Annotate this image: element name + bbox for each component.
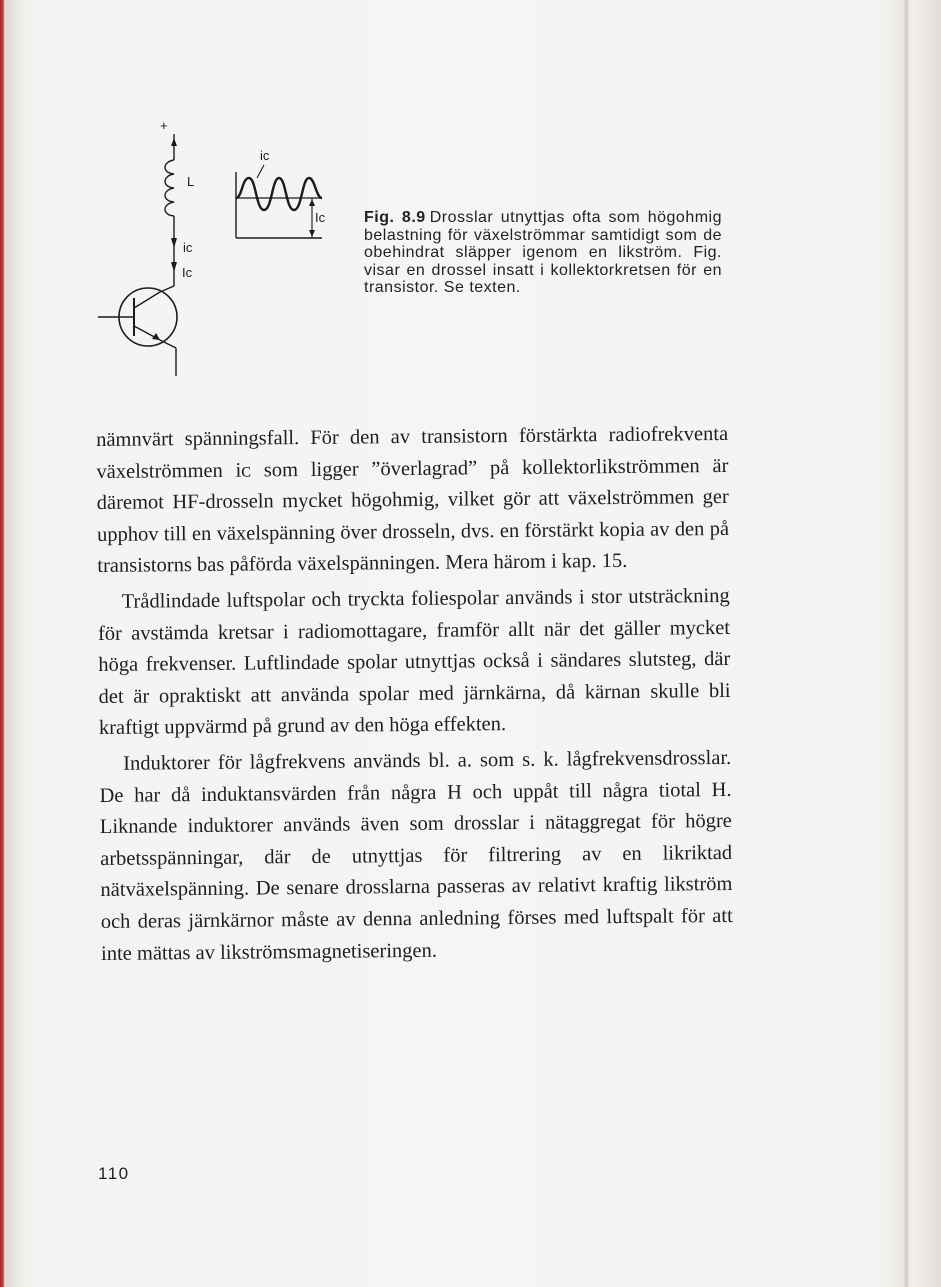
- arrow-down-icon: [171, 238, 177, 248]
- page-edge: [904, 0, 910, 1287]
- arrow-down-icon: [171, 262, 177, 272]
- book-spine-shadow: [6, 0, 22, 1287]
- figure-number: Fig. 8.9: [364, 209, 426, 226]
- plus-label: +: [160, 118, 168, 133]
- emitter-lead-ext: [160, 340, 176, 348]
- dc-current-label: Iᴄ: [182, 265, 193, 280]
- paragraph-2: Trådlindade luftspolar och tryckta foliespolar används i stor utsträckning för avstämda kretsar i radiomottagare, framför allt när det gäller mycket höga frekvenser. Luftlindade spolar utnyttjas också i sändares slutsteg, där det är opraktiskt att använda spolar med järnkärna, då kärnan skulle bli kraftigt uppvärmd på grund av den höga effekten.: [97, 584, 731, 740]
- figure-caption: [364, 209, 722, 297]
- ac-current-label: iᴄ: [183, 240, 193, 255]
- paragraph-3: Induktorer för lågfrekvens används bl. a. som s. k. lågfrekvensdrosslar. De har då induktansvärden från några H och uppåt till några tiotal H. Liknande induktorer används även som drosslar i nätaggregat för högre arbetsspänningar, där de utnyttjas för filtrering av en likriktad nätväxelspänning. De senare drosslarna passeras av relativt kraftig likström och deras järnkärnor måste av denna anledning förses med luftspalt för att inte mättas av likströmsmagnetiseringen.: [99, 746, 733, 965]
- inductor-label: L: [187, 174, 195, 189]
- graph-dc-label: Iᴄ: [315, 210, 326, 225]
- graph-ac-label: iᴄ: [260, 148, 270, 163]
- paragraph-1: nämnvärt spänningsfall. För den av transistorn förstärkta radiofrekventa växelströmmen iᴄ som ligger ”överlagrad” på kollektorlikströmmen är däremot HF-drosseln mycket högohmig, vilket gör att växelströmmen ger upphov till en växelspänning över drosseln, dvs. en förstärkt kopia av den på transistorns bas påförda växelspänningen. Mera härom i kap. 15.: [96, 422, 730, 578]
- collector-lead-ext: [160, 286, 174, 292]
- inductor-coil-icon: [165, 160, 174, 216]
- ac-waveform: [236, 178, 322, 210]
- figure-8-9: [88, 110, 358, 385]
- caption-text: Drosslar utnyttjas ofta som högohmig belastning för växelströmmar samtidigt som de obehindrat släpper igenom en likström. Fig. visar en drossel insatt i kollektorkretsen för en transistor. Se texten.: [364, 209, 723, 297]
- graph-pointer: [257, 165, 264, 178]
- page-number: 110: [98, 1164, 130, 1183]
- circuit-diagram: [88, 110, 358, 385]
- collector-lead: [134, 292, 160, 308]
- dimension-arrow-down-icon: [309, 230, 315, 237]
- dimension-arrow-up-icon: [309, 199, 315, 206]
- arrow-up-icon: [171, 138, 177, 146]
- body-text: [96, 419, 733, 970]
